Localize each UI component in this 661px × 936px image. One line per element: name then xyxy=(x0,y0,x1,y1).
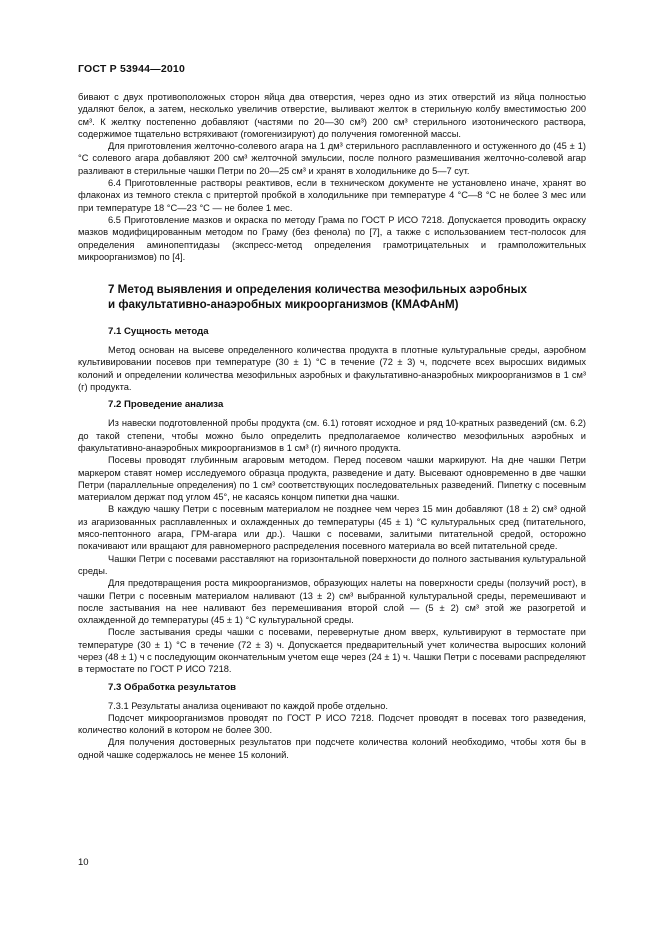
paragraph: 7.3.1 Результаты анализа оценивают по каждой пробе отдельно. xyxy=(108,700,388,711)
paragraph: бивают с двух противоположных сторон яйца два отверстия, через одно из этих отверстий из яйца полностью удаляют белок, а затем, несколько увеличив отверстие, выливают желток в стерильную колбу вместимостью 200 см³. К желтку постепенно добавляют (частями по 20—30 см³) 200 см³ стерильного изотонического раствора, содержимое тщательно встряхивают (гомогенизируют) до получения гомогенной массы. xyxy=(78,92,586,139)
document-body xyxy=(78,91,586,761)
section-heading-line: и факультативно-анаэробных микроорганизмов (КМАФАнМ) xyxy=(108,298,459,312)
paragraph: Для предотвращения роста микроорганизмов, образующих налеты на поверхности среды (ползучий рост), в чашки Петри с посевным материалом наливают (13 ± 2) см³ выбранной культуральной среды, перемешивают и после застывания на нее наливают без перемешивания второй слой — (5 ± 2) см³ этой же разогретой и охлажденной до температуры (45 ± 1) °С культуральной среды. xyxy=(78,578,586,626)
paragraph: Посевы проводят глубинным агаровым методом. Перед посевом чашки маркируют. На дне чашки Петри маркером ставят номер исследуемого образца продукта, разведение и дату. Высевают одновременно в две чашки Петри (параллельные определения) по 1 см³ соответствующих последовательных разведений. Пипетку с посевным материалом держат под углом 45°, не касаясь концом пипетки дна чашки. xyxy=(78,455,586,503)
subsection-7-3-heading: 7.3 Обработка результатов xyxy=(108,681,237,693)
paragraph: Для приготовления желточно-солевого агара на 1 дм³ стерильного расплавленного и остуженного до (45 ± 1) °С солевого агара добавляют 200 см³ желточной эмульсии, после полного размешивания желточно-солевой агар разливают в стерильные чашки Петри по 20—25 см³ и хранят в холодильнике до 5—7 сут. xyxy=(78,141,586,176)
paragraph: Для получения достоверных результатов при подсчете количества колоний необходимо, чтобы хотя бы в одной чашке содержалось не менее 15 колоний. xyxy=(78,737,586,760)
section-heading-line: 7 Метод выявления и определения количества мезофильных аэробных xyxy=(108,283,527,297)
paragraph: 6.5 Приготовление мазков и окраска по методу Грама по ГОСТ Р ИСО 7218. Допускается проводить окраску мазков модифицированным методом по Граму (без фенола) по [7], а также с использованием тест-полосок для определения аминопептидазы (экспресс-метод определения грамотрицательных и грамположительных микроорганизмов) по [4]. xyxy=(78,214,586,262)
paragraph: Из навески подготовленной пробы продукта (см. 6.1) готовят исходное и ряд 10-кратных разведений (см. 6.2) до такой степени, чтобы можно было определить предполагаемое количество мезофильных аэробных и факультативно-анаэробных микроорганизмов в 1 см³ (г) яичного продукта. xyxy=(78,418,586,453)
paragraph: Чашки Петри с посевами расставляют на горизонтальной поверхности до полного застывания культуральной среды. xyxy=(78,553,586,576)
paragraph: Подсчет микроорганизмов проводят по ГОСТ Р ИСО 7218. Подсчет проводят в посевах того разведения, количество колоний в котором не более 300. xyxy=(78,712,586,736)
document-code-header: ГОСТ Р 53944—2010 xyxy=(78,63,186,75)
paragraph: Метод основан на высеве определенного количества продукта в плотные культуральные среды, аэробном культивировании посевов при температуре (30 ± 1) °С в течение (72 ± 3) ч, подсчете всех выросших видимых колоний и определении количества мезофильных аэробных и факультативно-анаэробных микроорганизмов в 1 см³ (г) продукта. xyxy=(78,345,586,393)
paragraph: В каждую чашку Петри с посевным материалом не позднее чем через 15 мин добавляют (18 ± 2) см³ одной из агаризованных расплавленных и охлажденных до температуры (45 ± 1) °С культуральных сред (питательного, мясо-пептонного агара, ГРМ-агара или др.). Чашки с посевами, залитыми питательной средой, осторожно покачивают или вращают для равномерного распределения посевного материала во всей питательной среде. xyxy=(78,504,586,552)
subsection-7-1-heading: 7.1 Сущность метода xyxy=(108,326,209,338)
page-number: 10 xyxy=(78,857,89,868)
subsection-7-2-heading: 7.2 Проведение анализа xyxy=(108,399,224,411)
section-7-heading xyxy=(108,282,586,312)
paragraph: После застывания среды чашки с посевами, перевернутые дном вверх, культивируют в термостате при температуре (30 ± 1) °С в течение (72 ± 3) ч. Допускается предварительный учет количества выросших колоний через (48 ± 1) ч с последующим окончательным учетом еще через (24 ± 1) ч. Чашки Петри с посевами распределяют в термостате по ГОСТ Р ИСО 7218. xyxy=(78,627,586,675)
paragraph: 6.4 Приготовленные растворы реактивов, если в техническом документе не установлено иначе, хранят во флаконах из темного стекла с притертой пробкой в холодильнике при температуре 4 °С—8 °С не более 3 мес или при температуре 18 °С—23 °С — не более 1 мес. xyxy=(78,178,586,213)
